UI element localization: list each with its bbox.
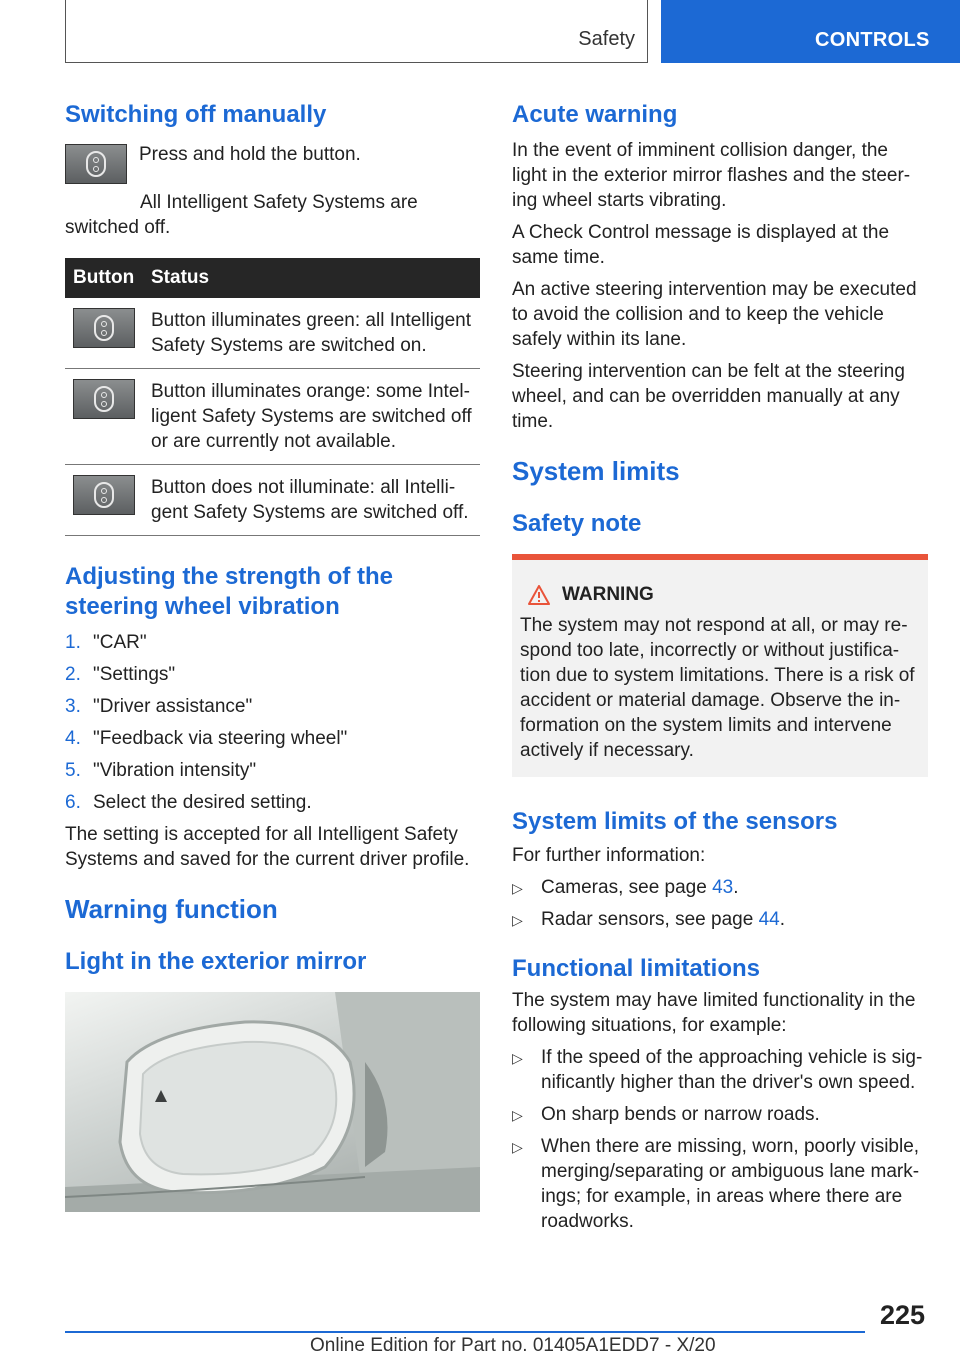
footer-divider xyxy=(65,1331,865,1333)
step-number: 2. xyxy=(65,664,81,685)
item-text: Radar sensors, see page xyxy=(541,909,759,930)
list-item xyxy=(65,630,480,655)
sensor-intro: For further information: xyxy=(512,845,706,866)
list-item xyxy=(512,907,928,932)
step-text: "Feedback via steering wheel" xyxy=(93,728,348,749)
step-number: 5. xyxy=(65,760,81,781)
functional-list xyxy=(512,1045,928,1234)
exterior-mirror-illustration xyxy=(65,992,480,1212)
warning-text: The system may not respond at all, or may re-spond too late, incorrectly or without justifica-tion due to system limitations. There is a risk of accident or material damage. Observe the in-formation on the system limits and intervene actively if necessary. xyxy=(520,615,915,761)
table-cell-status: Button does not illuminate: all Intelli-gent Safety Systems are switched off. xyxy=(143,465,480,536)
left-column xyxy=(65,100,480,1212)
step-text: Select the desired setting. xyxy=(93,792,312,813)
warning-function-heading: Warning function xyxy=(65,894,278,924)
acute-paragraph: Steering intervention can be felt at the steering wheel, and can be overridden manually at any time. xyxy=(512,361,905,432)
switching-off-block xyxy=(65,142,480,184)
status-table xyxy=(65,258,480,536)
table-cell-status: Button illuminates orange: some Intel-ligent Safety Systems are switched off or are currently not available. xyxy=(143,369,480,465)
list-item xyxy=(65,662,480,687)
item-text: Cameras, see page xyxy=(541,877,713,898)
table-header-status: Status xyxy=(143,258,480,298)
systems-off-text: All Intelligent Safety Systems are switched off. xyxy=(65,192,418,238)
sensor-limits-heading: System limits of the sensors xyxy=(512,808,838,835)
table-row xyxy=(65,369,480,465)
list-item: ▷ When there are missing, worn, poorly visible, merging/separating or ambiguous lane mark-ings; for example, in areas where there are roadworks. xyxy=(512,1134,928,1234)
acute-paragraph: In the event of imminent collision danger, the light in the exterior mirror flashes and the steer-ing wheel starts vibrating. xyxy=(512,140,911,211)
step-number: 4. xyxy=(65,728,81,749)
page-link-cameras[interactable]: 43 xyxy=(712,877,734,898)
warning-header xyxy=(520,584,920,606)
button-off-icon xyxy=(73,475,135,515)
acute-paragraph: An active steering intervention may be executed to avoid the collision and to keep the vehicle safely within its lane. xyxy=(512,279,917,350)
table-row xyxy=(65,465,480,536)
step-text: "CAR" xyxy=(93,632,147,653)
warning-label: WARNING xyxy=(562,584,654,605)
table-row xyxy=(65,298,480,369)
vibration-heading: Adjusting the strength of the steering wheel vibration xyxy=(65,563,393,620)
list-item xyxy=(512,875,928,900)
list-item xyxy=(65,758,480,783)
safety-button-icon xyxy=(65,144,127,184)
section-title: Safety xyxy=(578,28,635,50)
footer-edition: Online Edition for Part no. 01405A1EDD7 - X/20 xyxy=(310,1335,716,1356)
table-header-row xyxy=(65,258,480,298)
button-orange-icon xyxy=(73,379,135,419)
functional-limitations-heading: Functional limitations xyxy=(512,955,761,982)
header-box xyxy=(65,0,648,63)
system-limits-heading: System limits xyxy=(512,456,680,486)
acute-paragraph: A Check Control message is displayed at the same time. xyxy=(512,222,890,268)
step-number: 6. xyxy=(65,792,81,813)
list-item xyxy=(65,790,480,815)
page-link-radar[interactable]: 44 xyxy=(758,909,780,930)
table-header-button: Button xyxy=(65,258,143,298)
controls-tab-label: CONTROLS xyxy=(815,29,930,51)
step-text: "Vibration intensity" xyxy=(93,760,257,781)
sensor-list xyxy=(512,875,928,932)
switching-off-heading: Switching off manually xyxy=(65,101,327,128)
list-item: ▷ On sharp bends or narrow roads. xyxy=(512,1102,928,1127)
item-end: . xyxy=(779,909,785,930)
controls-tab[interactable] xyxy=(661,0,960,63)
safety-note-heading: Safety note xyxy=(512,510,642,537)
exterior-mirror-image xyxy=(65,992,480,1212)
page-number: 225 xyxy=(879,1300,925,1330)
press-hold-text: Press and hold the button. xyxy=(139,144,361,165)
step-number: 1. xyxy=(65,632,81,653)
list-item: ▷ If the speed of the approaching vehicle is sig-nificantly higher than the driver's own speed. xyxy=(512,1045,928,1095)
acute-warning-heading: Acute warning xyxy=(512,101,678,128)
step-number: 3. xyxy=(65,696,81,717)
step-text: "Settings" xyxy=(93,664,176,685)
table-cell-status: Button illuminates green: all Intelligent Safety Systems are switched on. xyxy=(143,298,480,369)
list-item xyxy=(65,694,480,719)
exterior-mirror-heading: Light in the exterior mirror xyxy=(65,948,367,975)
item-end: . xyxy=(733,877,739,898)
warning-box xyxy=(512,554,928,777)
button-green-icon xyxy=(73,308,135,348)
vibration-steps xyxy=(65,630,480,815)
setting-note: The setting is accepted for all Intelligent Safety Systems and saved for the current driver profile. xyxy=(65,824,470,870)
functional-intro: The system may have limited functionality in the following situations, for example: xyxy=(512,990,916,1036)
step-text: "Driver assistance" xyxy=(93,696,253,717)
right-column xyxy=(512,100,928,1241)
list-item xyxy=(65,726,480,751)
warning-triangle-icon xyxy=(528,585,550,605)
